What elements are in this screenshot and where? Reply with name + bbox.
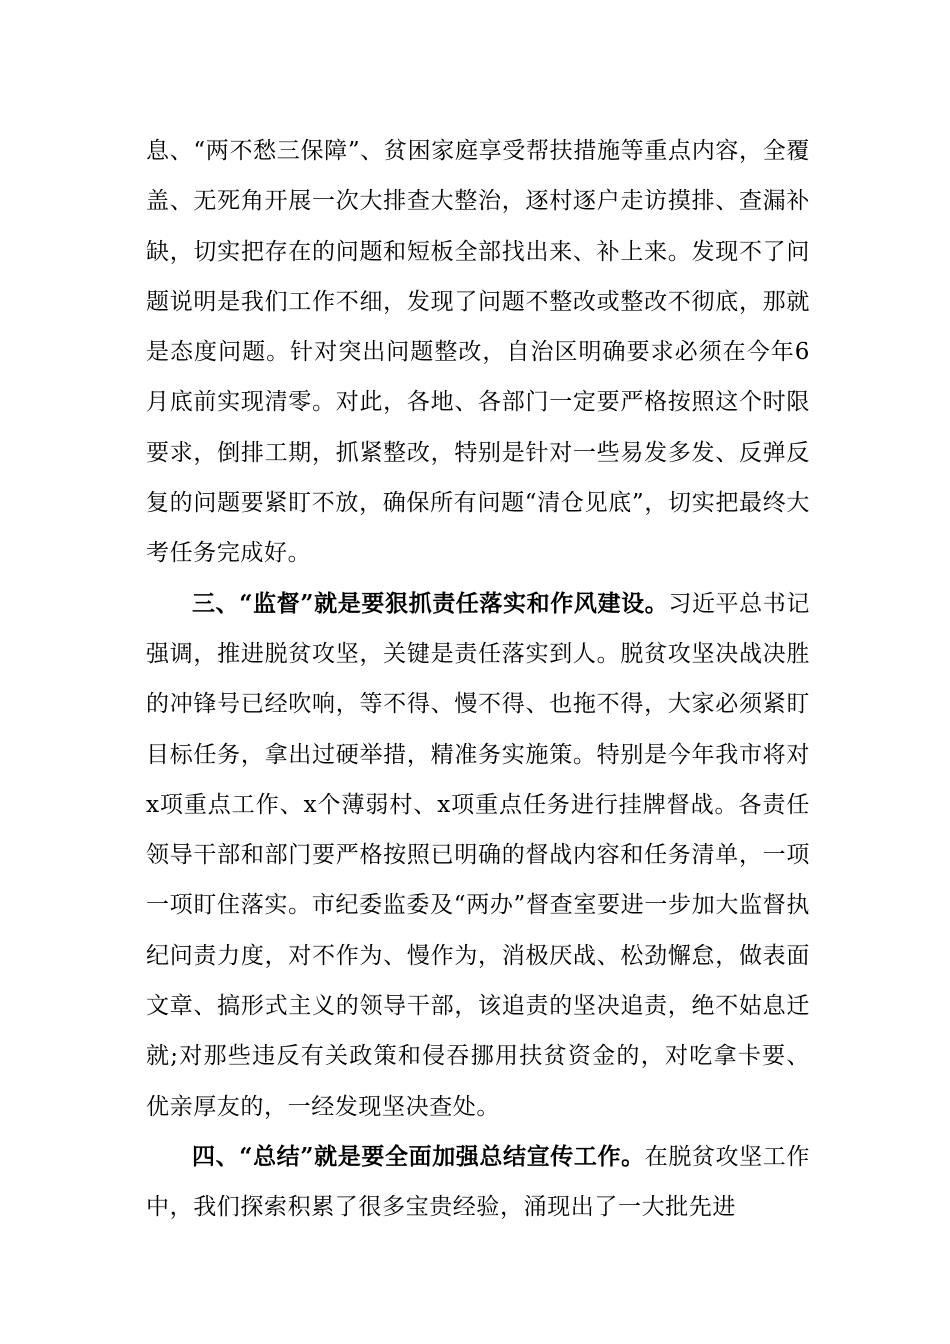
paragraph-section-three xyxy=(146,579,810,1132)
paragraph-text: 在脱贫攻坚工作中，我们探索积累了很多宝贵经验，涌现出了一大批先进 xyxy=(146,1143,810,1221)
section-heading: 三、“监督”就是要狠抓责任落实和作风建设。 xyxy=(192,589,669,617)
paragraph-text: 息、“两不愁三保障”、贫困家庭享受帮扶措施等重点内容，全覆盖、无死角开展一次大排查大整治，逐村逐户走访摸排、查漏补缺，切实把存在的问题和短板全部找出来、补上来。发现不了问题说明是我们工作不细，发现了问题不整改或整改不彻底，那就是态度问题。针对突出问题整改，自治区明确要求必须在今年6月底前实现清零。对此，各地、各部门一定要严格按照这个时限要求，倒排工期，抓紧整改，特别是针对一些易发多发、反弹反复的问题要紧盯不放，确保所有问题“清仓见底”，切实把最终大考任务完成好。 xyxy=(146,138,810,567)
section-heading: 四、“总结”就是要全面加强总结宣传工作。 xyxy=(192,1142,645,1170)
paragraph-section-four xyxy=(146,1132,810,1233)
paragraph-text: 习近平总书记强调，推进脱贫攻坚，关键是责任落实到人。脱贫攻坚决战决胜的冲锋号已经吹响，等不得、慢不得、也拖不得，大家必须紧盯目标任务，拿出过硬举措，精准务实施策。特别是今年我市将对x项重点工作、x个薄弱村、x项重点任务进行挂牌督战。各责任领导干部和部门要严格按照已明确的督战内容和任务清单，一项一项盯住落实。市纪委监委及“两办”督查室要进一步加大监督执纪问责力度，对不作为、慢作为，消极厌战、松劲懈怠，做表面文章、搞形式主义的领导干部，该追责的坚决追责，绝不姑息迁就;对那些违反有关政策和侵吞挪用扶贫资金的，对吃拿卡要、优亲厚友的，一经发现坚决查处。 xyxy=(146,590,810,1120)
document-page xyxy=(146,126,810,1233)
paragraph-continuation xyxy=(146,126,810,579)
